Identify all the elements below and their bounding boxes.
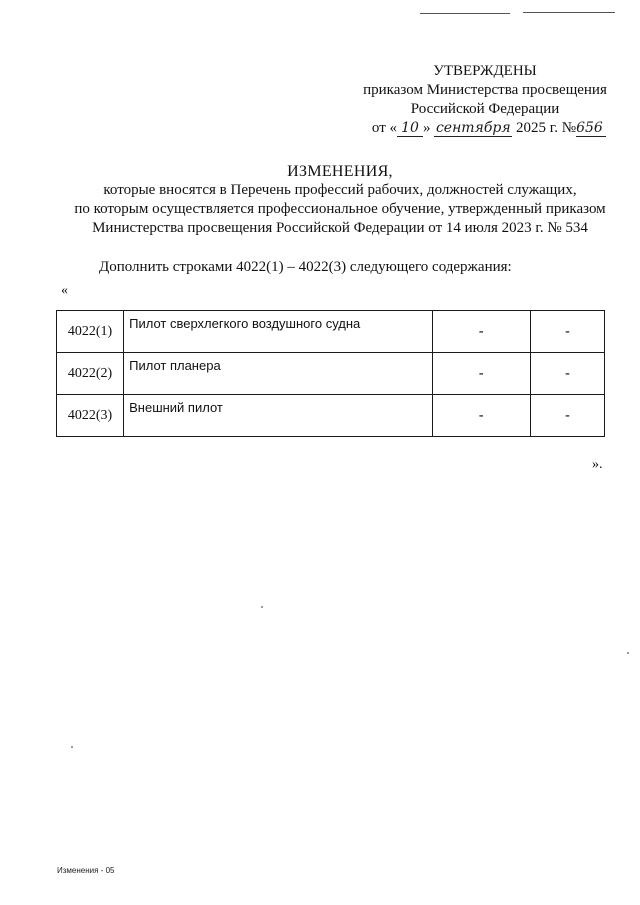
handwritten-day: 10 [397, 121, 423, 137]
date-mid: » [423, 120, 431, 136]
table-row [57, 353, 605, 395]
scan-speck [261, 606, 263, 608]
handwritten-order-number: 656 [576, 121, 606, 137]
heading-line-2: по которым осуществляется профессиональное обучение, утвержденный приказом [74, 201, 606, 217]
table-row [57, 395, 605, 437]
row-col4-value: - [530, 353, 604, 395]
row-code: 4022(2) [57, 353, 124, 395]
close-quote-mark: ». [592, 457, 603, 472]
approval-date-line [340, 119, 630, 138]
professions-table [56, 310, 605, 437]
scan-speck [71, 746, 73, 748]
date-prefix: от « [371, 120, 398, 136]
table-row [57, 311, 605, 353]
heading-title: ИЗМЕНЕНИЯ, [287, 163, 393, 180]
open-quote-mark: « [61, 283, 68, 298]
row-profession-name: Внешний пилот [124, 395, 433, 437]
row-col4-value: - [530, 395, 604, 437]
row-profession-name: Пилот планера [124, 353, 433, 395]
approval-title: УТВЕРЖДЕНЫ [433, 63, 537, 79]
approval-line-1: приказом Министерства просвещения [363, 82, 607, 98]
heading-line-1: которые вносятся в Перечень профессий рабочих, должностей служащих, [103, 182, 577, 198]
handwritten-month: сентября [435, 120, 511, 136]
row-col3-value: - [432, 395, 530, 437]
row-code: 4022(3) [57, 395, 124, 437]
date-suffix: 2025 г. № [516, 120, 577, 136]
row-col3-value: - [432, 311, 530, 353]
changes-heading [40, 162, 640, 238]
row-col3-value: - [432, 353, 530, 395]
row-profession-name: Пилот сверхлегкого воздушного судна [124, 311, 433, 353]
approval-line-2: Российской Федерации [410, 101, 560, 117]
row-col4-value: - [530, 311, 604, 353]
scan-artifact-line [420, 13, 510, 14]
approval-block [340, 62, 630, 138]
scan-artifact-line [523, 12, 615, 13]
scan-speck [627, 652, 629, 654]
row-code: 4022(1) [57, 311, 124, 353]
heading-line-3: Министерства просвещения Российской Федерации от 14 июля 2023 г. № 534 [92, 220, 588, 236]
footer-label: Изменения - 05 [57, 866, 115, 875]
intro-paragraph: Дополнить строками 4022(1) – 4022(3) следующего содержания: [99, 259, 512, 275]
